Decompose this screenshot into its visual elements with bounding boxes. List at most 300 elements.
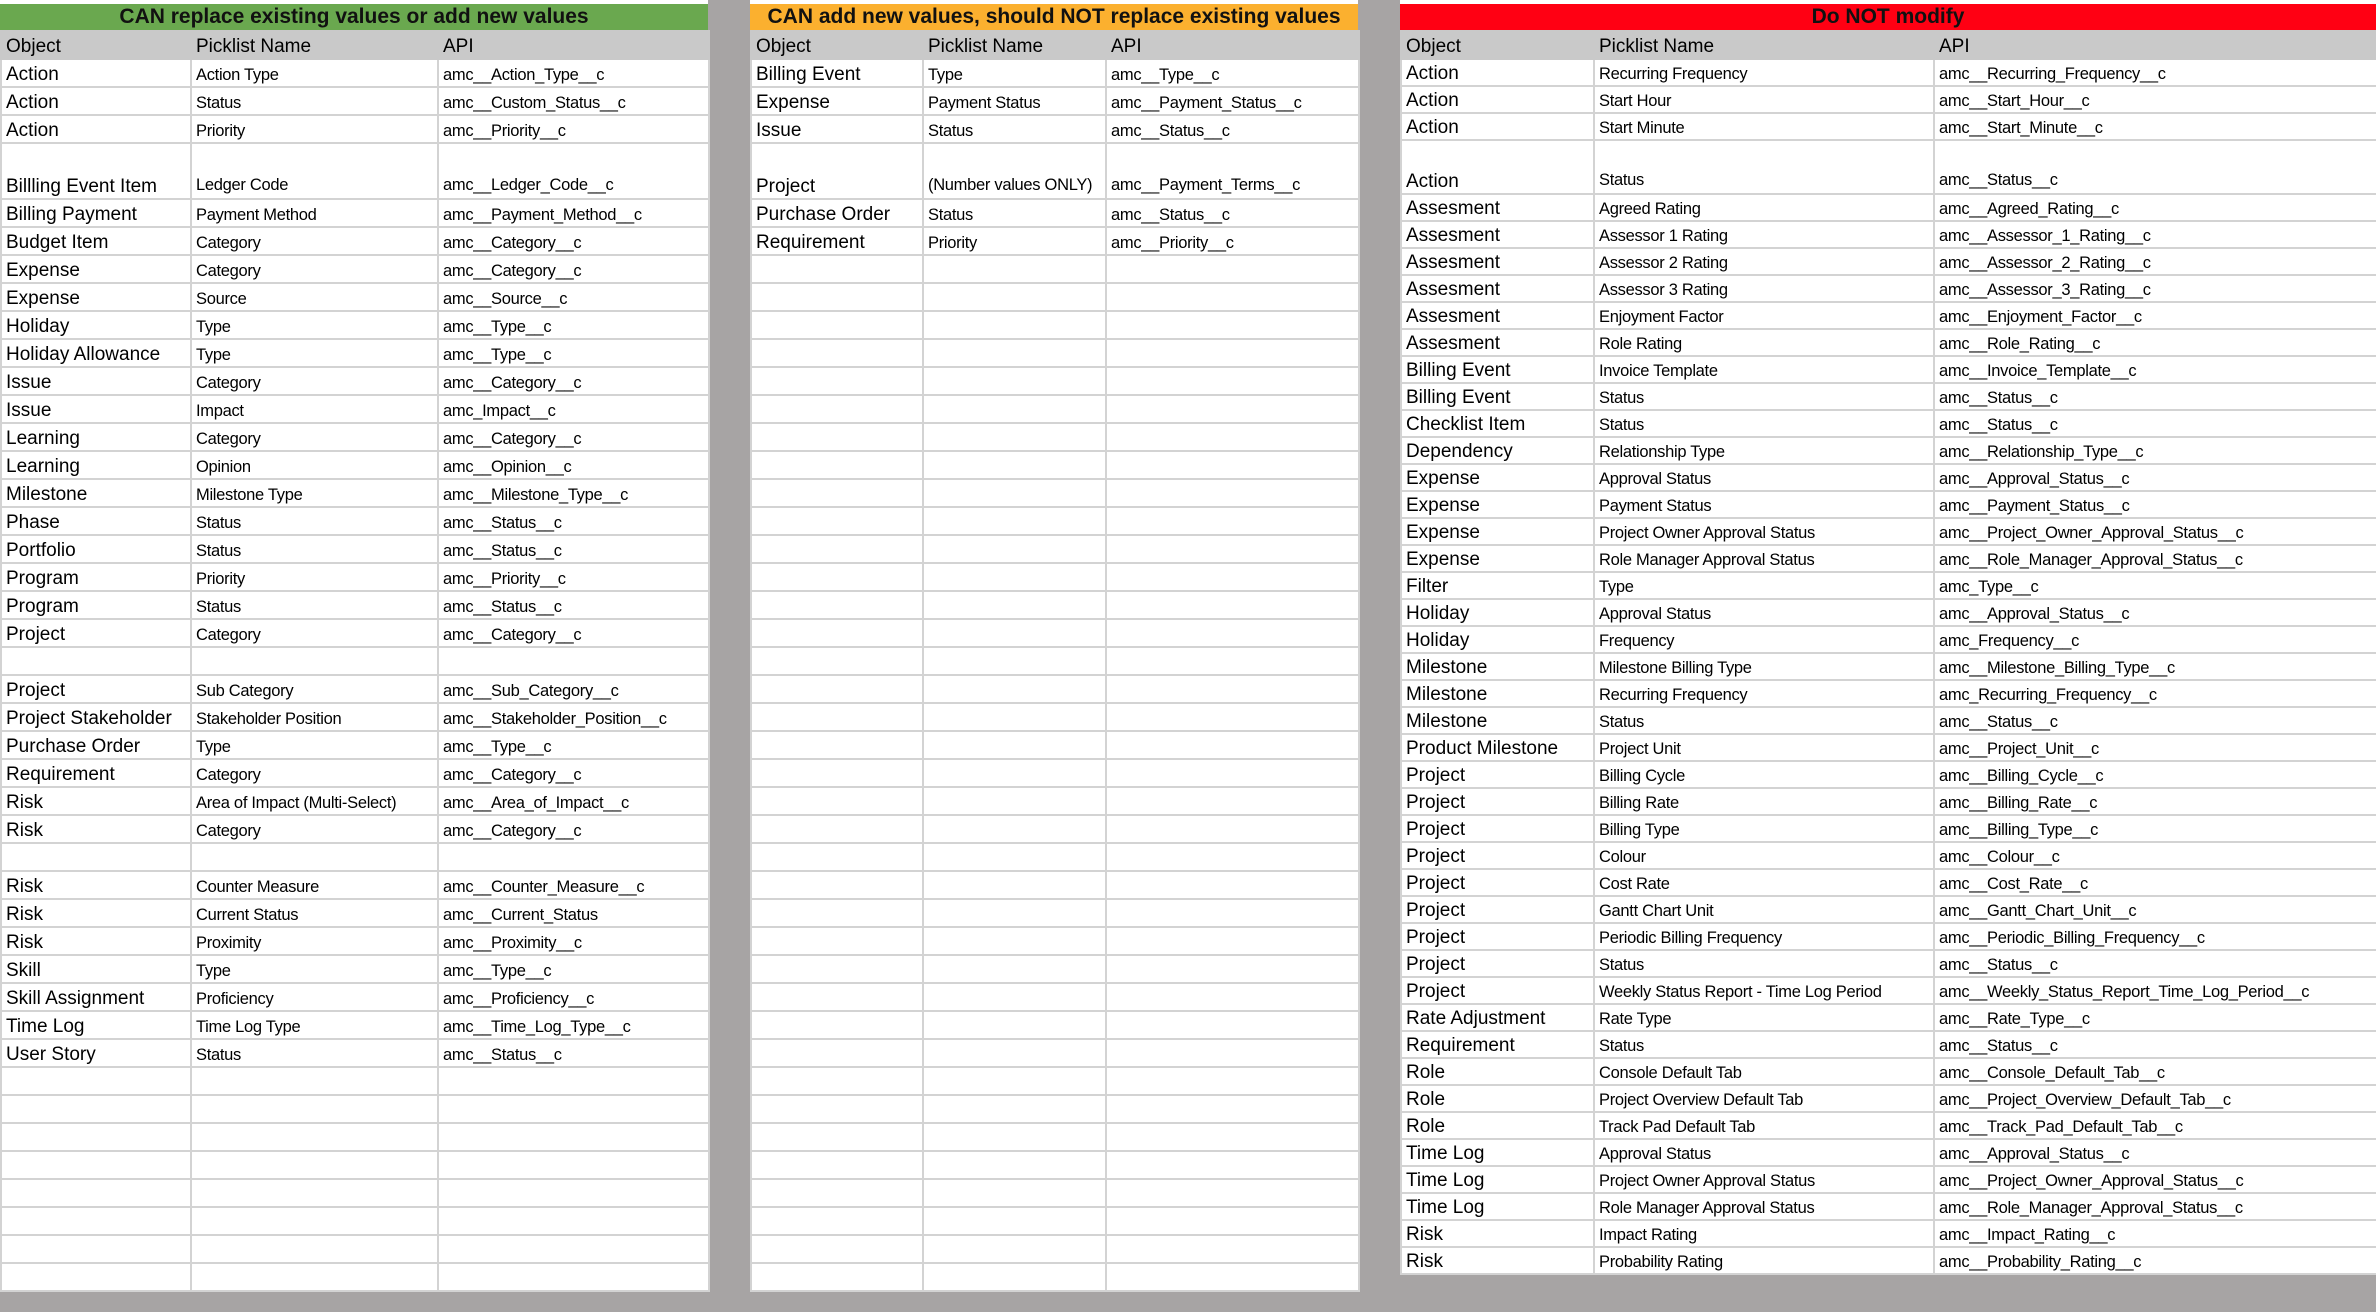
cell-picklist-name[interactable]: Type bbox=[923, 59, 1106, 87]
empty-cell[interactable] bbox=[1106, 1151, 1359, 1179]
cell-picklist-name[interactable]: Type bbox=[191, 339, 438, 367]
cell-picklist-name[interactable]: Project Unit bbox=[1594, 734, 1934, 761]
empty-cell[interactable] bbox=[751, 1067, 923, 1095]
cell-object[interactable] bbox=[1, 647, 191, 675]
empty-cell[interactable] bbox=[751, 1179, 923, 1207]
cell-api[interactable]: amc__Category__c bbox=[438, 815, 709, 843]
cell-object[interactable]: Portfolio bbox=[1, 535, 191, 563]
cell-api[interactable]: amc__Proximity__c bbox=[438, 927, 709, 955]
empty-cell[interactable] bbox=[923, 311, 1106, 339]
cell-object[interactable]: Project Stakeholder bbox=[1, 703, 191, 731]
cell-object[interactable]: Billing Event bbox=[1401, 356, 1594, 383]
empty-cell[interactable] bbox=[438, 1263, 709, 1291]
cell-object[interactable]: Assesment bbox=[1401, 329, 1594, 356]
empty-cell[interactable] bbox=[923, 1235, 1106, 1263]
cell-picklist-name[interactable]: Ledger Code bbox=[191, 143, 438, 199]
empty-cell[interactable] bbox=[1106, 619, 1359, 647]
cell-picklist-name[interactable]: Stakeholder Position bbox=[191, 703, 438, 731]
cell-api[interactable]: amc__Enjoyment_Factor__c bbox=[1934, 302, 2376, 329]
empty-cell[interactable] bbox=[751, 647, 923, 675]
cell-object[interactable]: Expense bbox=[1, 283, 191, 311]
cell-picklist-name[interactable]: Status bbox=[1594, 1031, 1934, 1058]
empty-cell[interactable] bbox=[923, 1123, 1106, 1151]
cell-picklist-name[interactable]: Cost Rate bbox=[1594, 869, 1934, 896]
empty-cell[interactable] bbox=[923, 647, 1106, 675]
empty-cell[interactable] bbox=[923, 759, 1106, 787]
cell-api[interactable]: amc_Impact__c bbox=[438, 395, 709, 423]
empty-cell[interactable] bbox=[751, 731, 923, 759]
empty-cell[interactable] bbox=[751, 955, 923, 983]
empty-cell[interactable] bbox=[1106, 591, 1359, 619]
cell-object[interactable]: Phase bbox=[1, 507, 191, 535]
empty-cell[interactable] bbox=[438, 1095, 709, 1123]
cell-api[interactable]: amc__Status__c bbox=[438, 591, 709, 619]
cell-api[interactable]: amc__Project_Owner_Approval_Status__c bbox=[1934, 518, 2376, 545]
empty-cell[interactable] bbox=[923, 283, 1106, 311]
empty-cell[interactable] bbox=[923, 367, 1106, 395]
empty-cell[interactable] bbox=[1106, 955, 1359, 983]
cell-object[interactable]: Holiday bbox=[1401, 599, 1594, 626]
cell-picklist-name[interactable] bbox=[191, 647, 438, 675]
cell-api[interactable]: amc__Payment_Status__c bbox=[1106, 87, 1359, 115]
cell-api[interactable]: amc__Category__c bbox=[438, 423, 709, 451]
empty-cell[interactable] bbox=[751, 871, 923, 899]
cell-object[interactable]: Project bbox=[1, 675, 191, 703]
cell-object[interactable]: Risk bbox=[1, 787, 191, 815]
cell-object[interactable]: Expense bbox=[1401, 464, 1594, 491]
empty-cell[interactable] bbox=[923, 927, 1106, 955]
cell-object[interactable]: Assesment bbox=[1401, 221, 1594, 248]
cell-object[interactable]: Learning bbox=[1, 423, 191, 451]
cell-api[interactable]: amc__Role_Manager_Approval_Status__c bbox=[1934, 545, 2376, 572]
cell-object[interactable]: Skill Assignment bbox=[1, 983, 191, 1011]
cell-object[interactable]: Billing Payment bbox=[1, 199, 191, 227]
cell-picklist-name[interactable]: Billing Rate bbox=[1594, 788, 1934, 815]
cell-object[interactable]: Holiday Allowance bbox=[1, 339, 191, 367]
cell-api[interactable]: amc__Custom_Status__c bbox=[438, 87, 709, 115]
cell-api[interactable]: amc__Proficiency__c bbox=[438, 983, 709, 1011]
empty-cell[interactable] bbox=[923, 255, 1106, 283]
empty-cell[interactable] bbox=[1106, 311, 1359, 339]
cell-object[interactable]: Risk bbox=[1, 871, 191, 899]
cell-object[interactable]: Issue bbox=[1, 367, 191, 395]
empty-cell[interactable] bbox=[751, 675, 923, 703]
empty-cell[interactable] bbox=[751, 479, 923, 507]
cell-picklist-name[interactable]: Action Type bbox=[191, 59, 438, 87]
cell-api[interactable]: amc__Category__c bbox=[438, 255, 709, 283]
cell-api[interactable]: amc__Area_of_Impact__c bbox=[438, 787, 709, 815]
empty-cell[interactable] bbox=[1106, 927, 1359, 955]
cell-picklist-name[interactable]: Periodic Billing Frequency bbox=[1594, 923, 1934, 950]
empty-cell[interactable] bbox=[1, 1123, 191, 1151]
cell-object[interactable]: Skill bbox=[1, 955, 191, 983]
cell-api[interactable]: amc__Category__c bbox=[438, 759, 709, 787]
cell-api[interactable]: amc__Recurring_Frequency__c bbox=[1934, 59, 2376, 86]
empty-cell[interactable] bbox=[923, 983, 1106, 1011]
cell-api[interactable]: amc__Source__c bbox=[438, 283, 709, 311]
empty-cell[interactable] bbox=[1106, 479, 1359, 507]
cell-picklist-name[interactable]: Project Owner Approval Status bbox=[1594, 1166, 1934, 1193]
cell-picklist-name[interactable]: Invoice Template bbox=[1594, 356, 1934, 383]
cell-api[interactable]: amc__Priority__c bbox=[438, 563, 709, 591]
cell-object[interactable]: Filter bbox=[1401, 572, 1594, 599]
cell-object[interactable]: Expense bbox=[751, 87, 923, 115]
cell-picklist-name[interactable]: Status bbox=[191, 1039, 438, 1067]
cell-picklist-name[interactable]: Assessor 1 Rating bbox=[1594, 221, 1934, 248]
empty-cell[interactable] bbox=[1106, 563, 1359, 591]
cell-picklist-name[interactable]: Status bbox=[191, 591, 438, 619]
cell-api[interactable]: amc__Category__c bbox=[438, 227, 709, 255]
empty-cell[interactable] bbox=[751, 563, 923, 591]
cell-object[interactable]: Purchase Order bbox=[1, 731, 191, 759]
cell-object[interactable]: Purchase Order bbox=[751, 199, 923, 227]
cell-object[interactable]: Expense bbox=[1, 255, 191, 283]
cell-api[interactable]: amc__Payment_Status__c bbox=[1934, 491, 2376, 518]
empty-cell[interactable] bbox=[1106, 1011, 1359, 1039]
cell-picklist-name[interactable]: Payment Status bbox=[923, 87, 1106, 115]
empty-cell[interactable] bbox=[1106, 675, 1359, 703]
cell-api[interactable] bbox=[438, 843, 709, 871]
cell-object[interactable]: Expense bbox=[1401, 518, 1594, 545]
cell-object[interactable]: Dependency bbox=[1401, 437, 1594, 464]
empty-cell[interactable] bbox=[438, 1179, 709, 1207]
cell-picklist-name[interactable]: Proximity bbox=[191, 927, 438, 955]
cell-api[interactable]: amc__Milestone_Type__c bbox=[438, 479, 709, 507]
empty-cell[interactable] bbox=[1106, 815, 1359, 843]
cell-object[interactable]: Milestone bbox=[1, 479, 191, 507]
cell-picklist-name[interactable]: Rate Type bbox=[1594, 1004, 1934, 1031]
empty-cell[interactable] bbox=[923, 815, 1106, 843]
empty-cell[interactable] bbox=[1106, 255, 1359, 283]
cell-picklist-name[interactable]: Area of Impact (Multi-Select) bbox=[191, 787, 438, 815]
empty-cell[interactable] bbox=[751, 983, 923, 1011]
cell-picklist-name[interactable]: Category bbox=[191, 759, 438, 787]
cell-api[interactable]: amc_Recurring_Frequency__c bbox=[1934, 680, 2376, 707]
cell-picklist-name[interactable]: Status bbox=[1594, 383, 1934, 410]
cell-api[interactable]: amc__Status__c bbox=[1106, 199, 1359, 227]
empty-cell[interactable] bbox=[191, 1151, 438, 1179]
cell-object[interactable]: Project bbox=[751, 143, 923, 199]
cell-object[interactable]: Expense bbox=[1401, 491, 1594, 518]
cell-api[interactable]: amc__Payment_Method__c bbox=[438, 199, 709, 227]
cell-api[interactable]: amc__Approval_Status__c bbox=[1934, 599, 2376, 626]
cell-picklist-name[interactable]: Opinion bbox=[191, 451, 438, 479]
cell-api[interactable]: amc__Milestone_Billing_Type__c bbox=[1934, 653, 2376, 680]
cell-object[interactable]: Project bbox=[1401, 815, 1594, 842]
cell-object[interactable]: Action bbox=[1, 59, 191, 87]
cell-picklist-name[interactable]: Type bbox=[191, 731, 438, 759]
cell-picklist-name[interactable]: Console Default Tab bbox=[1594, 1058, 1934, 1085]
cell-picklist-name[interactable]: Relationship Type bbox=[1594, 437, 1934, 464]
cell-api[interactable]: amc__Colour__c bbox=[1934, 842, 2376, 869]
empty-cell[interactable] bbox=[923, 899, 1106, 927]
cell-picklist-name[interactable]: Current Status bbox=[191, 899, 438, 927]
cell-api[interactable]: amc__Console_Default_Tab__c bbox=[1934, 1058, 2376, 1085]
empty-cell[interactable] bbox=[1, 1207, 191, 1235]
cell-object[interactable]: Issue bbox=[1, 395, 191, 423]
empty-cell[interactable] bbox=[438, 1207, 709, 1235]
cell-object[interactable]: Budget Item bbox=[1, 227, 191, 255]
cell-api[interactable]: amc__Billing_Cycle__c bbox=[1934, 761, 2376, 788]
empty-cell[interactable] bbox=[923, 1179, 1106, 1207]
cell-picklist-name[interactable]: Status bbox=[923, 115, 1106, 143]
empty-cell[interactable] bbox=[1106, 283, 1359, 311]
empty-cell[interactable] bbox=[923, 1151, 1106, 1179]
cell-api[interactable]: amc__Role_Rating__c bbox=[1934, 329, 2376, 356]
empty-cell[interactable] bbox=[923, 1067, 1106, 1095]
empty-cell[interactable] bbox=[751, 1039, 923, 1067]
empty-cell[interactable] bbox=[1106, 423, 1359, 451]
cell-api[interactable]: amc__Periodic_Billing_Frequency__c bbox=[1934, 923, 2376, 950]
cell-api[interactable]: amc__Payment_Terms__c bbox=[1106, 143, 1359, 199]
cell-api[interactable]: amc__Probability_Rating__c bbox=[1934, 1247, 2376, 1274]
cell-object[interactable]: Milestone bbox=[1401, 653, 1594, 680]
cell-picklist-name[interactable]: Impact bbox=[191, 395, 438, 423]
cell-api[interactable]: amc__Type__c bbox=[438, 731, 709, 759]
cell-api[interactable]: amc__Gantt_Chart_Unit__c bbox=[1934, 896, 2376, 923]
empty-cell[interactable] bbox=[1106, 1263, 1359, 1291]
cell-picklist-name[interactable]: Milestone Billing Type bbox=[1594, 653, 1934, 680]
cell-api[interactable]: amc__Agreed_Rating__c bbox=[1934, 194, 2376, 221]
cell-picklist-name[interactable]: Milestone Type bbox=[191, 479, 438, 507]
cell-api[interactable]: amc__Rate_Type__c bbox=[1934, 1004, 2376, 1031]
cell-picklist-name[interactable]: Priority bbox=[191, 563, 438, 591]
cell-object[interactable]: Assesment bbox=[1401, 302, 1594, 329]
cell-object[interactable]: Action bbox=[1401, 113, 1594, 140]
cell-picklist-name[interactable]: Role Rating bbox=[1594, 329, 1934, 356]
cell-api[interactable]: amc__Billing_Type__c bbox=[1934, 815, 2376, 842]
cell-picklist-name[interactable]: (Number values ONLY) bbox=[923, 143, 1106, 199]
empty-cell[interactable] bbox=[438, 1235, 709, 1263]
cell-object[interactable]: Product Milestone bbox=[1401, 734, 1594, 761]
empty-cell[interactable] bbox=[1106, 731, 1359, 759]
cell-picklist-name[interactable]: Type bbox=[1594, 572, 1934, 599]
empty-cell[interactable] bbox=[923, 843, 1106, 871]
empty-cell[interactable] bbox=[1106, 787, 1359, 815]
empty-cell[interactable] bbox=[1106, 1123, 1359, 1151]
cell-api[interactable]: amc__Cost_Rate__c bbox=[1934, 869, 2376, 896]
cell-picklist-name[interactable]: Assessor 3 Rating bbox=[1594, 275, 1934, 302]
cell-object[interactable]: Billling Event Item bbox=[1, 143, 191, 199]
cell-picklist-name[interactable]: Priority bbox=[923, 227, 1106, 255]
cell-picklist-name[interactable]: Recurring Frequency bbox=[1594, 680, 1934, 707]
empty-cell[interactable] bbox=[751, 507, 923, 535]
cell-picklist-name[interactable]: Category bbox=[191, 255, 438, 283]
empty-cell[interactable] bbox=[923, 1263, 1106, 1291]
cell-picklist-name[interactable]: Billing Cycle bbox=[1594, 761, 1934, 788]
empty-cell[interactable] bbox=[923, 731, 1106, 759]
empty-cell[interactable] bbox=[751, 451, 923, 479]
cell-object[interactable]: Role bbox=[1401, 1085, 1594, 1112]
cell-object[interactable]: Expense bbox=[1401, 545, 1594, 572]
cell-api[interactable]: amc__Status__c bbox=[1934, 140, 2376, 194]
cell-object[interactable]: Action bbox=[1, 87, 191, 115]
cell-object[interactable]: Risk bbox=[1, 899, 191, 927]
cell-picklist-name[interactable]: Sub Category bbox=[191, 675, 438, 703]
empty-cell[interactable] bbox=[751, 339, 923, 367]
cell-object[interactable] bbox=[1, 843, 191, 871]
cell-api[interactable]: amc__Status__c bbox=[438, 1039, 709, 1067]
cell-api[interactable]: amc__Status__c bbox=[1934, 707, 2376, 734]
cell-object[interactable]: Role bbox=[1401, 1058, 1594, 1085]
empty-cell[interactable] bbox=[1106, 1235, 1359, 1263]
cell-api[interactable]: amc__Status__c bbox=[1934, 410, 2376, 437]
cell-object[interactable]: Assesment bbox=[1401, 275, 1594, 302]
cell-object[interactable]: Issue bbox=[751, 115, 923, 143]
cell-picklist-name[interactable]: Proficiency bbox=[191, 983, 438, 1011]
cell-api[interactable]: amc__Weekly_Status_Report_Time_Log_Period__c bbox=[1934, 977, 2376, 1004]
empty-cell[interactable] bbox=[923, 675, 1106, 703]
empty-cell[interactable] bbox=[1, 1067, 191, 1095]
empty-cell[interactable] bbox=[751, 815, 923, 843]
cell-picklist-name[interactable]: Payment Status bbox=[1594, 491, 1934, 518]
cell-object[interactable]: Action bbox=[1, 115, 191, 143]
cell-api[interactable]: amc__Ledger_Code__c bbox=[438, 143, 709, 199]
cell-api[interactable]: amc__Approval_Status__c bbox=[1934, 1139, 2376, 1166]
cell-object[interactable]: Billing Event bbox=[751, 59, 923, 87]
cell-api[interactable]: amc__Opinion__c bbox=[438, 451, 709, 479]
cell-picklist-name[interactable]: Payment Method bbox=[191, 199, 438, 227]
cell-object[interactable]: Project bbox=[1401, 977, 1594, 1004]
cell-picklist-name[interactable]: Source bbox=[191, 283, 438, 311]
cell-object[interactable]: Milestone bbox=[1401, 707, 1594, 734]
cell-picklist-name[interactable]: Category bbox=[191, 423, 438, 451]
empty-cell[interactable] bbox=[751, 619, 923, 647]
cell-object[interactable]: Action bbox=[1401, 86, 1594, 113]
cell-picklist-name[interactable]: Approval Status bbox=[1594, 1139, 1934, 1166]
empty-cell[interactable] bbox=[1106, 1179, 1359, 1207]
cell-api[interactable]: amc__Start_Minute__c bbox=[1934, 113, 2376, 140]
cell-picklist-name[interactable]: Agreed Rating bbox=[1594, 194, 1934, 221]
cell-api[interactable]: amc__Track_Pad_Default_Tab__c bbox=[1934, 1112, 2376, 1139]
cell-picklist-name[interactable]: Status bbox=[191, 507, 438, 535]
cell-api[interactable]: amc__Time_Log_Type__c bbox=[438, 1011, 709, 1039]
cell-object[interactable]: Requirement bbox=[1401, 1031, 1594, 1058]
empty-cell[interactable] bbox=[1106, 843, 1359, 871]
cell-picklist-name[interactable]: Enjoyment Factor bbox=[1594, 302, 1934, 329]
cell-object[interactable]: Billing Event bbox=[1401, 383, 1594, 410]
empty-cell[interactable] bbox=[751, 1095, 923, 1123]
cell-object[interactable]: Milestone bbox=[1401, 680, 1594, 707]
empty-cell[interactable] bbox=[751, 395, 923, 423]
cell-picklist-name[interactable]: Type bbox=[191, 955, 438, 983]
empty-cell[interactable] bbox=[1106, 507, 1359, 535]
cell-object[interactable]: Requirement bbox=[751, 227, 923, 255]
cell-object[interactable]: User Story bbox=[1, 1039, 191, 1067]
empty-cell[interactable] bbox=[751, 311, 923, 339]
cell-picklist-name[interactable]: Probability Rating bbox=[1594, 1247, 1934, 1274]
cell-object[interactable]: Project bbox=[1401, 923, 1594, 950]
empty-cell[interactable] bbox=[923, 619, 1106, 647]
cell-api[interactable]: amc__Status__c bbox=[438, 535, 709, 563]
cell-api[interactable]: amc__Approval_Status__c bbox=[1934, 464, 2376, 491]
cell-object[interactable]: Risk bbox=[1401, 1220, 1594, 1247]
cell-object[interactable]: Assesment bbox=[1401, 194, 1594, 221]
cell-api[interactable] bbox=[438, 647, 709, 675]
cell-api[interactable]: amc__Assessor_1_Rating__c bbox=[1934, 221, 2376, 248]
cell-picklist-name[interactable]: Category bbox=[191, 367, 438, 395]
empty-cell[interactable] bbox=[923, 1011, 1106, 1039]
cell-api[interactable]: amc__Project_Owner_Approval_Status__c bbox=[1934, 1166, 2376, 1193]
empty-cell[interactable] bbox=[751, 1011, 923, 1039]
empty-cell[interactable] bbox=[1106, 703, 1359, 731]
cell-object[interactable]: Holiday bbox=[1401, 626, 1594, 653]
cell-api[interactable]: amc__Project_Overview_Default_Tab__c bbox=[1934, 1085, 2376, 1112]
empty-cell[interactable] bbox=[923, 1207, 1106, 1235]
empty-cell[interactable] bbox=[191, 1095, 438, 1123]
empty-cell[interactable] bbox=[923, 339, 1106, 367]
cell-api[interactable]: amc__Status__c bbox=[1934, 950, 2376, 977]
empty-cell[interactable] bbox=[1106, 339, 1359, 367]
cell-picklist-name[interactable]: Category bbox=[191, 619, 438, 647]
cell-object[interactable]: Role bbox=[1401, 1112, 1594, 1139]
empty-cell[interactable] bbox=[751, 787, 923, 815]
empty-cell[interactable] bbox=[923, 955, 1106, 983]
empty-cell[interactable] bbox=[923, 1039, 1106, 1067]
cell-picklist-name[interactable]: Billing Type bbox=[1594, 815, 1934, 842]
cell-picklist-name[interactable]: Status bbox=[923, 199, 1106, 227]
empty-cell[interactable] bbox=[751, 759, 923, 787]
empty-cell[interactable] bbox=[438, 1123, 709, 1151]
empty-cell[interactable] bbox=[751, 255, 923, 283]
empty-cell[interactable] bbox=[751, 367, 923, 395]
cell-picklist-name[interactable] bbox=[191, 843, 438, 871]
cell-picklist-name[interactable]: Project Owner Approval Status bbox=[1594, 518, 1934, 545]
empty-cell[interactable] bbox=[923, 507, 1106, 535]
empty-cell[interactable] bbox=[1106, 1039, 1359, 1067]
cell-object[interactable]: Program bbox=[1, 563, 191, 591]
empty-cell[interactable] bbox=[191, 1123, 438, 1151]
cell-object[interactable]: Risk bbox=[1, 815, 191, 843]
empty-cell[interactable] bbox=[1, 1235, 191, 1263]
cell-api[interactable]: amc_Frequency__c bbox=[1934, 626, 2376, 653]
cell-api[interactable]: amc__Role_Manager_Approval_Status__c bbox=[1934, 1193, 2376, 1220]
empty-cell[interactable] bbox=[923, 871, 1106, 899]
cell-api[interactable]: amc__Category__c bbox=[438, 619, 709, 647]
cell-picklist-name[interactable]: Approval Status bbox=[1594, 464, 1934, 491]
cell-api[interactable]: amc__Impact_Rating__c bbox=[1934, 1220, 2376, 1247]
cell-picklist-name[interactable]: Status bbox=[1594, 140, 1934, 194]
empty-cell[interactable] bbox=[923, 563, 1106, 591]
cell-picklist-name[interactable]: Status bbox=[191, 535, 438, 563]
empty-cell[interactable] bbox=[438, 1067, 709, 1095]
cell-object[interactable]: Project bbox=[1401, 842, 1594, 869]
cell-picklist-name[interactable]: Impact Rating bbox=[1594, 1220, 1934, 1247]
empty-cell[interactable] bbox=[751, 535, 923, 563]
cell-api[interactable]: amc__Priority__c bbox=[438, 115, 709, 143]
cell-api[interactable]: amc__Billing_Rate__c bbox=[1934, 788, 2376, 815]
cell-object[interactable]: Assesment bbox=[1401, 248, 1594, 275]
empty-cell[interactable] bbox=[1106, 367, 1359, 395]
empty-cell[interactable] bbox=[1106, 647, 1359, 675]
cell-picklist-name[interactable]: Recurring Frequency bbox=[1594, 59, 1934, 86]
cell-picklist-name[interactable]: Status bbox=[1594, 950, 1934, 977]
empty-cell[interactable] bbox=[923, 535, 1106, 563]
empty-cell[interactable] bbox=[438, 1151, 709, 1179]
empty-cell[interactable] bbox=[1, 1151, 191, 1179]
cell-picklist-name[interactable]: Frequency bbox=[1594, 626, 1934, 653]
cell-api[interactable]: amc_Type__c bbox=[1934, 572, 2376, 599]
cell-api[interactable]: amc__Assessor_2_Rating__c bbox=[1934, 248, 2376, 275]
cell-object[interactable]: Project bbox=[1401, 869, 1594, 896]
cell-picklist-name[interactable]: Status bbox=[191, 87, 438, 115]
empty-cell[interactable] bbox=[191, 1263, 438, 1291]
cell-object[interactable]: Action bbox=[1401, 59, 1594, 86]
empty-cell[interactable] bbox=[751, 899, 923, 927]
cell-object[interactable]: Program bbox=[1, 591, 191, 619]
cell-object[interactable]: Risk bbox=[1, 927, 191, 955]
cell-api[interactable]: amc__Type__c bbox=[438, 955, 709, 983]
